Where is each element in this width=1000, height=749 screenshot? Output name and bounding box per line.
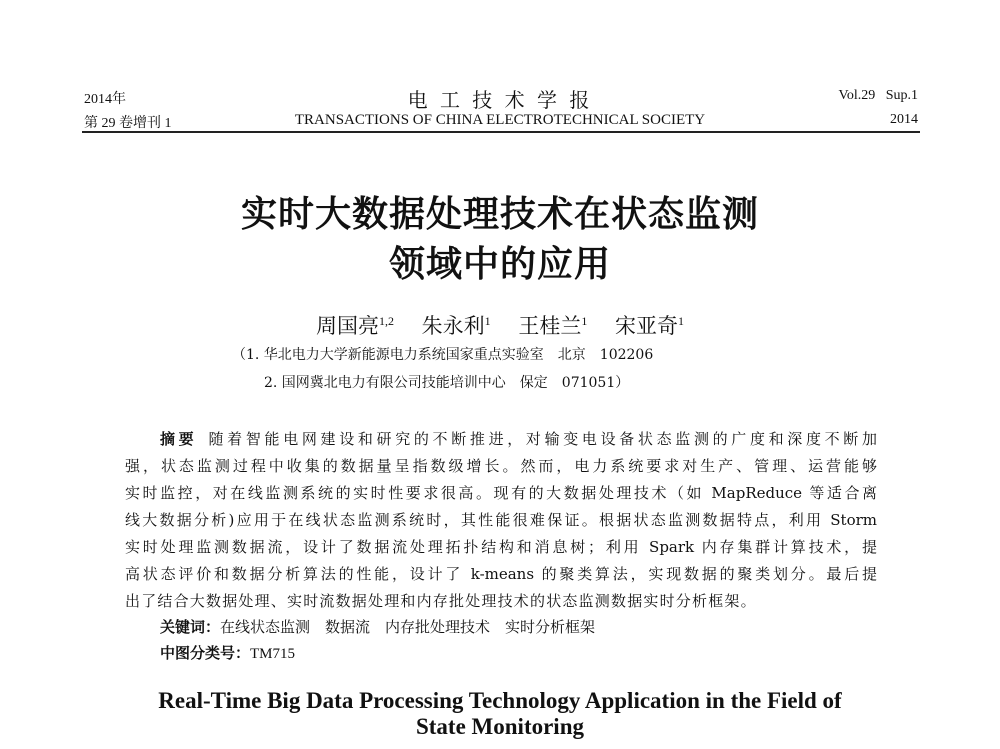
issue-year: 2014年	[84, 92, 126, 107]
author-affiliation: 1	[581, 314, 588, 328]
author-name: 周国亮	[315, 314, 379, 338]
author-affiliation: 1	[678, 314, 685, 328]
abstract-text: 随着智能电网建设和研究的不断推进，对输变电设备状态监测的广度和深度不断加	[204, 430, 877, 448]
keywords-value: 在线状态监测 数据流 内存批处理技术 实时分析框架	[220, 618, 596, 636]
author-list	[0, 310, 1000, 340]
classification-label: 中图分类号：	[160, 644, 251, 662]
volume-issue-cn: 第 29 卷增刊 1	[84, 116, 172, 131]
year-right: 2014	[890, 112, 918, 127]
abstract-line: 强，状态监测过程中收集的数据量呈指数级增长。然而，电力系统要求对生产、管理、运营能够	[125, 457, 877, 475]
author-name: 王桂兰	[518, 314, 582, 338]
author-affiliation: 1	[484, 314, 491, 328]
affiliation-2: 2. 国网冀北电力有限公司技能培训中心 保定 071051）	[264, 375, 630, 391]
journal-title-cn: 电 工 技 术 学 报	[407, 88, 593, 112]
abstract-line: 出了结合大数据处理、实时流数据处理和内存批处理技术的状态监测数据实时分析框架。	[125, 592, 757, 610]
author-name: 朱永利	[421, 314, 485, 338]
abstract-line: 线大数据分析)应用于在线状态监测系统时，其性能很难保证。根据状态监测数据特点，利用 Storm	[125, 511, 877, 529]
abstract-line: 高状态评价和数据分析算法的性能，设计了 k-means 的聚类算法，实现数据的聚类划分。最后提	[125, 565, 877, 583]
english-title-line2: State Monitoring	[415, 714, 584, 739]
header-rule	[82, 131, 920, 133]
abstract-label: 摘要	[160, 430, 198, 448]
author-name: 宋亚奇	[615, 314, 679, 338]
paper-title-line2: 领域中的应用	[388, 244, 611, 285]
classification	[160, 642, 295, 663]
abstract-line: 实时处理监测数据流，设计了数据流处理拓扑结构和消息树；利用 Spark 内存集群计算技术，提	[125, 538, 877, 556]
classification-value: TM715	[250, 646, 296, 662]
paper-title-line1: 实时大数据处理技术在状态监测	[240, 194, 759, 235]
affiliation-1: （1. 华北电力大学新能源电力系统国家重点实验室 北京 102206	[232, 347, 654, 363]
keywords	[160, 616, 595, 637]
abstract-line	[160, 428, 877, 449]
volume-en: Vol.29 Sup.1	[838, 88, 918, 103]
keywords-label: 关键词：	[160, 618, 221, 636]
english-title-line1: Real-Time Big Data Processing Technology Application in the Field of	[158, 688, 842, 713]
abstract-line: 实时监控，对在线监测系统的实时性要求很高。现有的大数据处理技术（如 MapReduce 等适合离	[125, 484, 877, 502]
journal-title-en: TRANSACTIONS OF CHINA ELECTROTECHNICAL SOCIETY	[294, 112, 706, 128]
author-affiliation: 1,2	[378, 314, 394, 328]
